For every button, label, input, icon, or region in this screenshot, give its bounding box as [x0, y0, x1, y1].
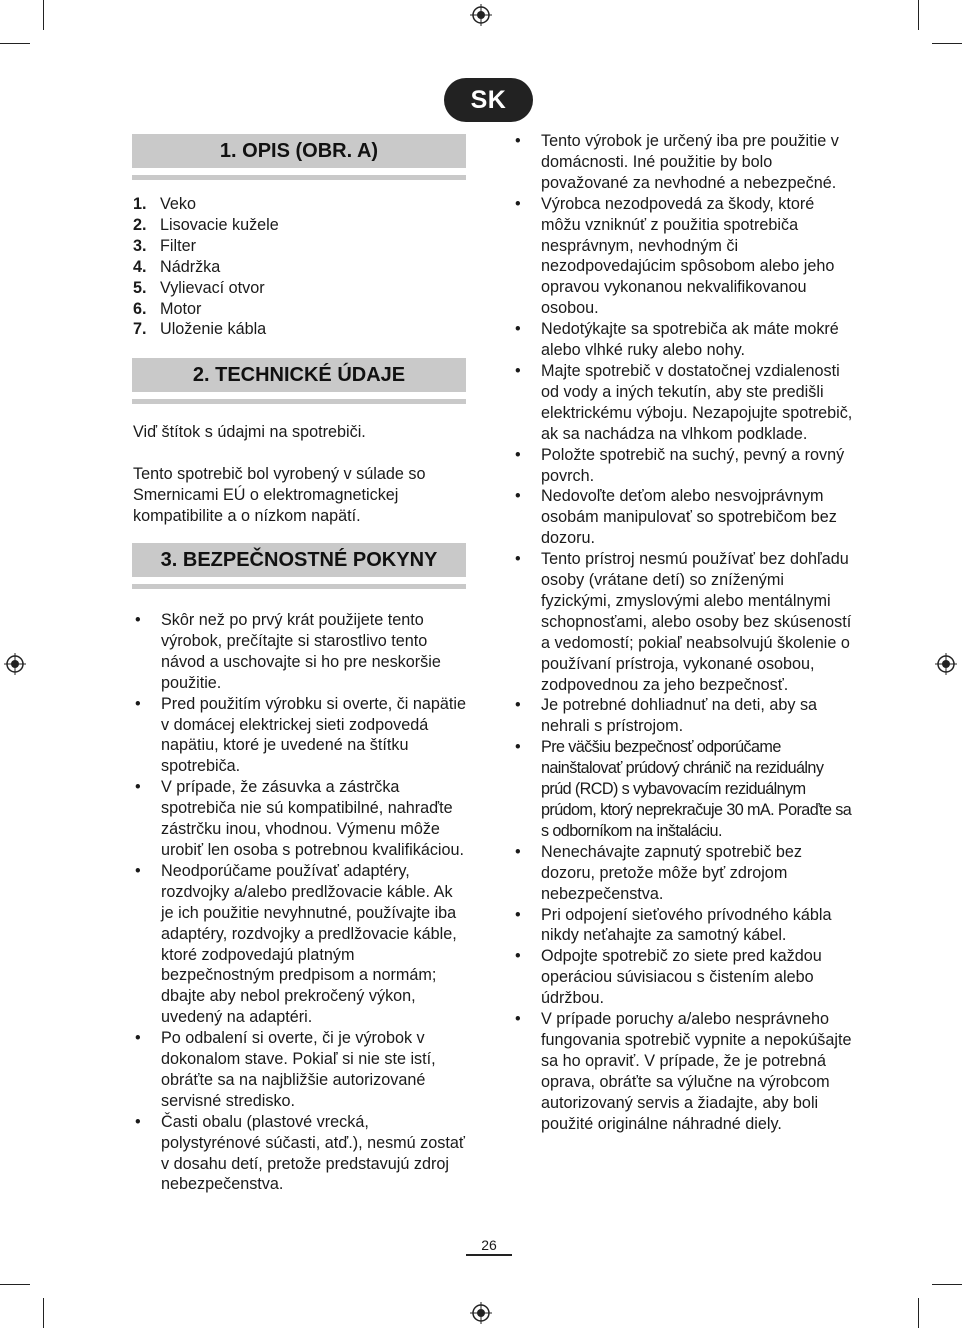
part-number: 5.: [133, 278, 147, 297]
safety-instruction-text: Skôr než po prvý krát použijete tento výrobok, prečítajte si starostlivo tento návod a uschovajte si ho pre neskoršie použitie.: [161, 611, 441, 692]
safety-instruction-text: Je potrebné dohliadnuť na deti, aby sa nehrali s prístrojom.: [541, 696, 818, 736]
safety-list-left: [133, 610, 469, 1195]
part-label: Nádržka: [160, 257, 221, 276]
list-item: [133, 299, 279, 320]
list-item: [133, 236, 279, 257]
safety-instruction-text: Tento prístroj nesmú používať bez dohľadu osoby (vrátane detí) so zníženými fyzickými, zmyslovými alebo mentálnymi schopnosťami, alebo osoby bez skúseností a vedomostí; pokiaľ neabsolvujú školenie o používaní prístroja, vykonané osobou, zodpovednou za jeho bezpečnosť.: [541, 550, 852, 694]
safety-instruction-text: Nedotýkajte sa spotrebiča ak máte mokré alebo vlhké ruky alebo nohy.: [541, 320, 839, 360]
technical-label-note: Viď štítok s údajmi na spotrebiči.: [133, 423, 366, 441]
list-item: [513, 194, 853, 319]
section-divider: [132, 584, 466, 589]
list-item: [513, 361, 853, 445]
list-item: [133, 777, 469, 861]
bullet-icon: •: [135, 1029, 141, 1048]
crop-mark: [43, 1298, 44, 1328]
part-label: Uloženie kábla: [160, 320, 267, 339]
safety-list-right: [513, 131, 853, 1135]
registration-mark-icon: [470, 4, 492, 26]
list-item: [133, 319, 279, 340]
safety-instruction-text: Pre väčšiu bezpečnosť odporúčame nainštalovať prúdový chránič na reziduálny prúd (RCD) s vybavovacím reziduálnym prúdom, ktorý neprekračuje 30 mA. Poraďte sa s odborníkom na inštaláciu.: [541, 738, 852, 840]
crop-mark: [918, 0, 919, 30]
crop-mark: [932, 43, 962, 44]
safety-instruction-text: Pri odpojení sieťového prívodného kábla nikdy neťahajte za samotný kábel.: [541, 905, 832, 945]
list-item: [513, 842, 853, 905]
safety-instruction-text: V prípade, že zásuvka a zástrčka spotrebiča nie sú kompatibilné, nahraďte zástrčku inou, vhodnou. Výmenu môže urobiť len osoba s potrebnou kvalifikáciou.: [161, 778, 465, 859]
part-label: Motor: [160, 299, 202, 318]
safety-instruction-text: Nenechávajte zapnutý spotrebič bez dozoru, pretože môže byť zdrojom nebezpečenstva.: [541, 842, 802, 903]
safety-instruction-text: Po odbalení si overte, či je výrobok v dokonalom stave. Pokiaľ si nie ste istí, obráťte sa na najbližšie autorizované servisné stredisko.: [161, 1029, 436, 1110]
bullet-icon: •: [515, 947, 521, 966]
bullet-icon: •: [135, 1112, 141, 1131]
bullet-icon: •: [515, 696, 521, 715]
safety-instruction-text: Časti obalu (plastové vrecká, polystyrénové súčasti, atď.), nesmú zostať v dosahu detí, pretože predstavujú zdroj nebezpečenstva.: [161, 1112, 465, 1194]
bullet-icon: •: [515, 487, 521, 506]
list-item: [513, 905, 853, 947]
list-item: [133, 610, 469, 694]
safety-instruction-text: V prípade poruchy a/alebo nesprávneho fungovania spotrebič vypnite a nepokúšajte sa ho opraviť. V prípade, že je potrebná oprava, obráťte sa výlučne na výrobcom autorizovaný servis a žiadajte, aby boli použité originálne náhradné diely.: [541, 1010, 852, 1133]
crop-mark: [932, 1284, 962, 1285]
part-number: 1.: [133, 195, 147, 213]
safety-instruction-text: Tento výrobok je určený iba pre použitie v domácnosti. Iné použitie by bolo považované za nevhodné a nebezpečné.: [541, 132, 839, 192]
safety-instruction-text: Majte spotrebič v dostatočnej vzdialenosti od vody a iných tekutín, aby ste predišli elektrickému výboju. Nezapojujte spotrebič, ak sa nachádza na vlhkom podklade.: [541, 361, 853, 443]
list-item: [133, 257, 279, 278]
part-number: 6.: [133, 299, 147, 318]
page-number: 26: [481, 1237, 497, 1253]
section-title-description: 1. OPIS (OBR. A): [132, 134, 466, 168]
bullet-icon: •: [135, 694, 141, 713]
bullet-icon: •: [135, 611, 141, 629]
list-item: [513, 946, 853, 1009]
list-item: [133, 861, 469, 1028]
bullet-icon: •: [515, 842, 521, 861]
section-divider: [132, 175, 466, 180]
bullet-icon: •: [515, 361, 521, 380]
part-label: Vylievací otvor: [160, 278, 265, 297]
safety-instruction-text: Pred použitím výrobku si overte, či napätie v domácej elektrickej sieti zodpovedá napätiu, ktoré je uvedené na štítku spotrebiča.: [161, 694, 467, 776]
safety-instruction-text: Položte spotrebič na suchý, pevný a rovný povrch.: [541, 445, 845, 485]
list-item: [513, 695, 853, 737]
list-item: [133, 215, 279, 236]
list-item: [133, 1028, 469, 1112]
registration-mark-icon: [935, 653, 957, 675]
list-item: [513, 486, 853, 549]
part-number: 4.: [133, 257, 147, 276]
page-number-rule: [466, 1254, 512, 1256]
list-item: [133, 1112, 469, 1196]
list-item: [133, 694, 469, 778]
bullet-icon: •: [135, 778, 141, 797]
safety-instruction-text: Výrobca nezodpovedá za škody, ktoré môžu vzniknúť z použitia spotrebiča nesprávnym, nevhodným či nezodpovedajúcim spôsobom alebo jeho opravou vykonanou nekvalifikovanou osobou.: [541, 194, 835, 318]
bullet-icon: •: [515, 132, 521, 150]
part-label: Veko: [160, 195, 197, 213]
registration-mark-icon: [470, 1302, 492, 1324]
technical-compliance-text: Tento spotrebič bol vyrobený v súlade so Smernicami EÚ o elektromagnetickej kompatibilite a o nízkom napätí.: [133, 465, 426, 525]
part-number: 2.: [133, 215, 147, 234]
part-number: 3.: [133, 236, 147, 255]
section-title-technical: 2. TECHNICKÉ ÚDAJE: [132, 358, 466, 392]
list-item: [513, 445, 853, 487]
safety-instruction-text: Nedovoľte deťom alebo nesvojprávnym osobám manipulovať so spotrebičom bez dozoru.: [541, 487, 837, 548]
safety-instruction-text: Odpojte spotrebič zo siete pred každou operáciou súvisiacou s čistením alebo údržbou.: [541, 947, 822, 1008]
crop-mark: [0, 43, 30, 44]
registration-mark-icon: [4, 653, 26, 675]
bullet-icon: •: [515, 320, 521, 339]
crop-mark: [918, 1298, 919, 1328]
list-item: [513, 319, 853, 361]
part-label: Filter: [160, 236, 196, 255]
crop-mark: [0, 1284, 30, 1285]
part-label: Lisovacie kužele: [160, 215, 279, 234]
crop-mark: [43, 0, 44, 30]
language-badge: SK: [444, 78, 533, 122]
bullet-icon: •: [515, 550, 521, 569]
bullet-icon: •: [515, 905, 521, 924]
list-item: [513, 1009, 853, 1134]
bullet-icon: •: [515, 738, 521, 757]
section-title-safety: 3. BEZPEČNOSTNÉ POKYNY: [132, 543, 466, 577]
parts-list: [133, 194, 279, 340]
part-number: 7.: [133, 320, 147, 339]
bullet-icon: •: [515, 194, 521, 213]
list-item: [513, 131, 853, 194]
list-item: [133, 278, 279, 299]
list-item: [133, 194, 279, 215]
list-item: [513, 737, 853, 842]
bullet-icon: •: [515, 445, 521, 464]
bullet-icon: •: [135, 861, 141, 880]
safety-instruction-text: Neodporúčame používať adaptéry, rozdvojky a/alebo predlžovacie káble. Ak je ich použitie nevyhnutné, používajte iba adaptéry, rozdvojky a predlžovacie káble, ktoré zodpovedajú platným bezpečnostným predpisom a normám; dbajte aby nebol prekročený výkon, uvedený na adaptéri.: [161, 861, 457, 1027]
section-divider: [132, 399, 466, 404]
bullet-icon: •: [515, 1010, 521, 1029]
list-item: [513, 549, 853, 695]
